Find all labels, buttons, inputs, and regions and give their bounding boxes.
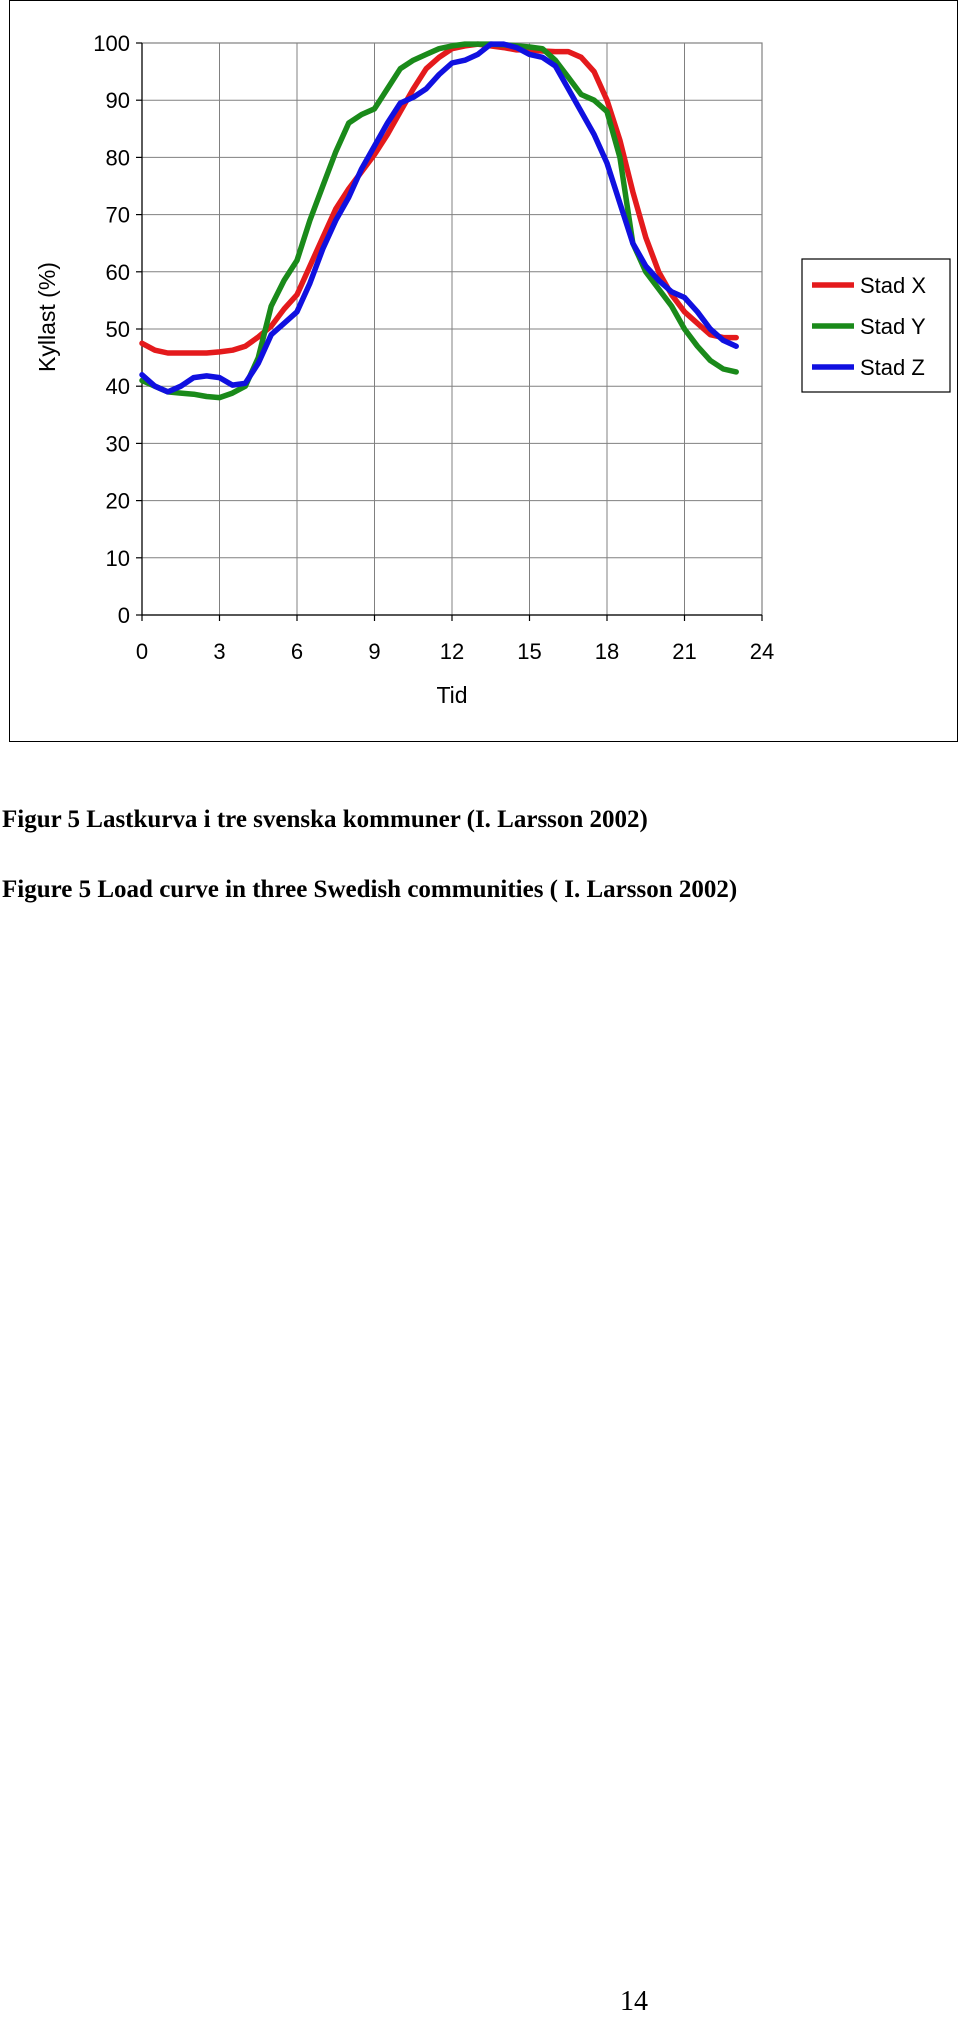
x-axis-title: Tid [436, 682, 468, 708]
x-tick-label: 0 [135, 639, 149, 664]
axes [136, 43, 762, 621]
x-tick-label: 12 [439, 639, 465, 664]
x-tick-label: 18 [594, 639, 620, 664]
axis-labels [34, 31, 774, 708]
series-lines [142, 44, 736, 398]
y-tick-label: 40 [105, 374, 130, 400]
y-tick-label: 0 [117, 603, 130, 628]
gridlines [142, 43, 762, 615]
legend [802, 259, 950, 392]
y-tick-label: 30 [105, 431, 130, 457]
x-tick-label: 21 [672, 639, 697, 664]
y-tick-label: 50 [105, 317, 130, 342]
x-tick-label: 24 [749, 639, 775, 664]
legend-label: Stad Z [860, 355, 925, 380]
x-tick-label: 3 [213, 639, 226, 664]
y-tick-label: 80 [105, 145, 130, 171]
y-tick-label: 90 [105, 88, 130, 114]
figure-caption-swedish: Figur 5 Lastkurva i tre svenska kommuner (I. Larsson 2002) [2, 806, 648, 833]
figure-caption-english: Figure 5 Load curve in three Swedish communities ( I. Larsson 2002) [2, 876, 738, 903]
x-tick-label: 15 [517, 639, 542, 664]
x-tick-label: 6 [290, 639, 304, 664]
y-tick-label: 60 [105, 259, 130, 285]
chart-frame [9, 0, 958, 742]
legend-label: Stad Y [860, 314, 926, 339]
load-curve-chart [10, 1, 956, 740]
y-tick-label: 70 [105, 202, 130, 228]
y-tick-label: 10 [105, 545, 130, 571]
y-axis-title: Kyllast (%) [34, 262, 60, 372]
series-line-stad-x [142, 44, 736, 353]
legend-label: Stad X [860, 273, 927, 298]
y-tick-label: 100 [93, 31, 130, 56]
x-tick-label: 9 [368, 639, 381, 664]
series-line-stad-y [142, 44, 736, 398]
page-number: 14 [620, 1986, 648, 2017]
y-tick-label: 20 [105, 488, 130, 514]
series-line-stad-z [142, 44, 736, 392]
